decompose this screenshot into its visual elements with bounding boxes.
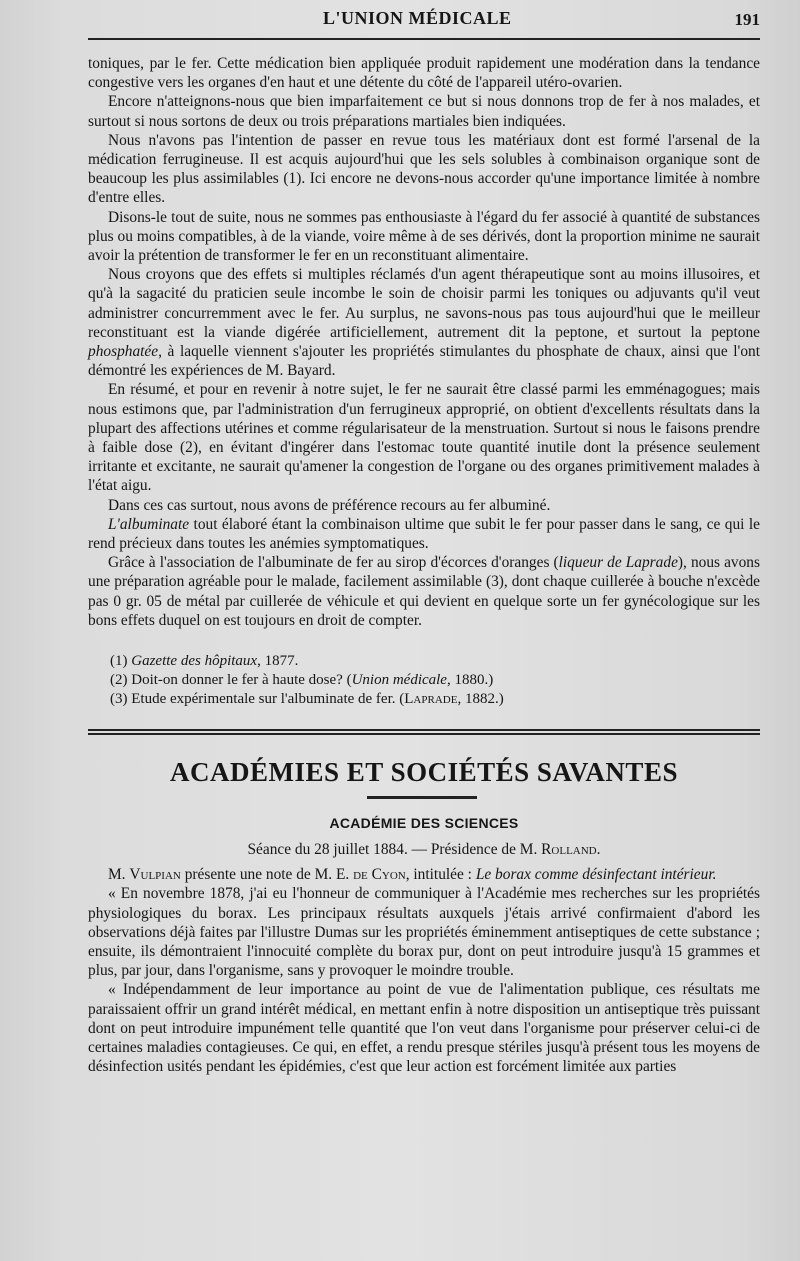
small-caps-run: de Cyon	[353, 866, 406, 884]
paragraph: En résumé, et pour en revenir à notre sujet, le fer ne saurait être classé parmi les emménagogues; mais nous estimons que, par l'administration d'un ferrugineux approprié, on obtient d'excellents résultats dans la plupart des affections utérines et comme régularisateur de la menstruation. Surtout si nous le faisons prendre à faible dose (2), en évitant d'ingérer dans l'estomac toute quantité inutile dont la présence seulement irritante et excitante, ne saurait qu'amener la congestion de l'organe ou des organes primitivement malades à l'état aigu.	[88, 381, 760, 495]
paragraph: « Indépendamment de leur importance au point de vue de l'alimentation publique, ces résultats me paraissaient offrir un grand intérêt médical, en mettant enfin à notre disposition un antiseptique très puissant dont on peut introduire impunément telle quantité que l'on veut dans l'organisme pour préserver celui-ci de certaines maladies contagieuses. Ce qui, en effet, a rendu presque stériles jusqu'à présent tous les moyens de désinfection usités pendant les épidémies, c'est que leur action est forcément limitée aux parties	[88, 981, 760, 1076]
text-run: , 1882.)	[457, 691, 504, 708]
section-title: ACADÉMIES ET SOCIÉTÉS SAVANTES	[170, 757, 678, 788]
text-run: présente une note de M. E.	[180, 866, 354, 884]
paragraph	[88, 515, 760, 553]
italic-run: Gazette des hôpitaux	[131, 653, 258, 670]
paragraph: toniques, par le fer. Cette médication bien appliquée produit rapidement une modération dans la tendance congestive vers les organes d'en haut et une détente du côté de l'appareil utéro-ovarien.	[88, 55, 760, 92]
paragraph	[88, 553, 760, 630]
italic-run: L'albuminate	[108, 515, 190, 533]
session-line	[88, 841, 760, 859]
section-divider	[88, 729, 760, 735]
article-body	[88, 54, 760, 630]
text-run: , 1877.	[257, 653, 299, 670]
footnote-1	[110, 652, 764, 671]
italic-run: Union médicale	[351, 672, 447, 689]
text-run: Séance du 28 juillet 1884. — Présidence de M.	[247, 841, 542, 859]
text-run: .	[596, 841, 601, 859]
title-underline	[367, 796, 477, 799]
small-caps-run: Laprade	[404, 691, 458, 708]
text-run: , intitulée :	[405, 866, 476, 884]
report-body	[88, 865, 760, 1076]
text-run: (3) Etude expérimentale sur l'albuminate de fer. (	[110, 691, 405, 708]
text-run: Nous croyons que des effets si multiples réclamés d'un agent thérapeutique sont au moins illusoires, et qu'à la sagacité du praticien seule incombe le soin de choisir parmi les toniques ou adjuvants qu'il veut administrer concurremment avec le fer. Au surplus, ne savons-nous pas tous aujourd'hui que le meilleur reconstituant est la viande digérée artificiellement, autrement dit la peptone, et surtout la peptone	[88, 266, 760, 341]
text-run: à laquelle viennent s'ajouter les propriétés stimulantes du phosphate de chaux, ainsi que l'ont démontré les expériences de M. Bayard.	[88, 343, 760, 380]
footnote-2	[110, 671, 764, 690]
paragraph: Nous n'avons pas l'intention de passer en revue tous les matériaux dont est formé l'arsenal de la médication ferrugineuse. Il est acquis aujourd'hui que les sels solubles à combinaison organique sont de beaucoup les plus assimilables (1). Ici encore ne devons-nous accorder qu'une importance limitée à nombre d'entre elles.	[88, 131, 760, 207]
text-run: Grâce à l'association de l'albuminate de fer au sirop d'écorces d'oranges (	[108, 554, 559, 572]
subsection-title: ACADÉMIE DES SCIENCES	[329, 815, 519, 832]
footnotes	[88, 652, 764, 709]
text-run: ), nous avons une préparation agréable pour le malade, facilement assimilable (3), dont chaque cuillerée à bouche n'excède pas 0 gr. 05 de métal par cuillerée de véhicule et qui devient en quelque sorte un fer gynécologique sur les bons effets duquel on est toujours en droit de compter.	[88, 554, 760, 629]
text-run: (2) Doit-on donner le fer à haute dose? (	[110, 672, 352, 689]
paragraph: « En novembre 1878, j'ai eu l'honneur de communiquer à l'Académie mes recherches sur les propriétés physiologiques du borax. Les principaux résultats auxquels j'étais arrivé confirmaient d'abord les observations déjà faites par l'illustre Dumas sur les propriétés éminemment antiseptiques de cette substance ; ensuite, ils démontraient l'innocuité complète du borax pur, dont on peut introduire jusqu'à 15 grammes et plus, par jour, dans l'organisme, sans y provoquer le moindre trouble.	[88, 885, 760, 980]
running-title: L'UNION MÉDICALE	[323, 8, 512, 28]
page-number: 191	[734, 10, 760, 29]
text-run: (1)	[110, 653, 132, 670]
paragraph: Disons-le tout de suite, nous ne sommes pas enthousiaste à l'égard du fer associé à quantité de substances plus ou moins compatibles, à de la viande, voire même à de ses dérivés, dont la proportion minime ne saurait avoir la prétention de transformer le fer en un reconstituant alimentaire.	[88, 208, 760, 265]
text-run: , 1880.)	[446, 672, 494, 689]
italic-run: phosphatée,	[88, 343, 162, 361]
text-run: M.	[108, 866, 130, 884]
paragraph	[88, 265, 760, 380]
paragraph: Encore n'atteignons-nous que bien imparfaitement ce but si nous donnons trop de fer à nos malades, et surtout si nous sortons de deux ou trois préparations martiales bien indiquées.	[88, 93, 760, 130]
paragraph	[88, 865, 760, 884]
small-caps-run: Rolland	[541, 841, 597, 859]
paragraph: Dans ces cas surtout, nous avons de préférence recours au fer albuminé.	[108, 496, 551, 514]
small-caps-run: Vulpian	[129, 866, 181, 884]
text-run: tout élaboré étant la combinaison ultime que subit le fer pour passer dans le sang, ce qui le rend précieux dans toutes les anémies symptomatiques.	[88, 515, 760, 553]
italic-run: Le borax comme désinfectant intérieur.	[475, 866, 717, 884]
footnote-3	[110, 690, 764, 709]
page-header	[88, 0, 760, 40]
italic-run: liqueur de Laprade	[558, 554, 678, 572]
